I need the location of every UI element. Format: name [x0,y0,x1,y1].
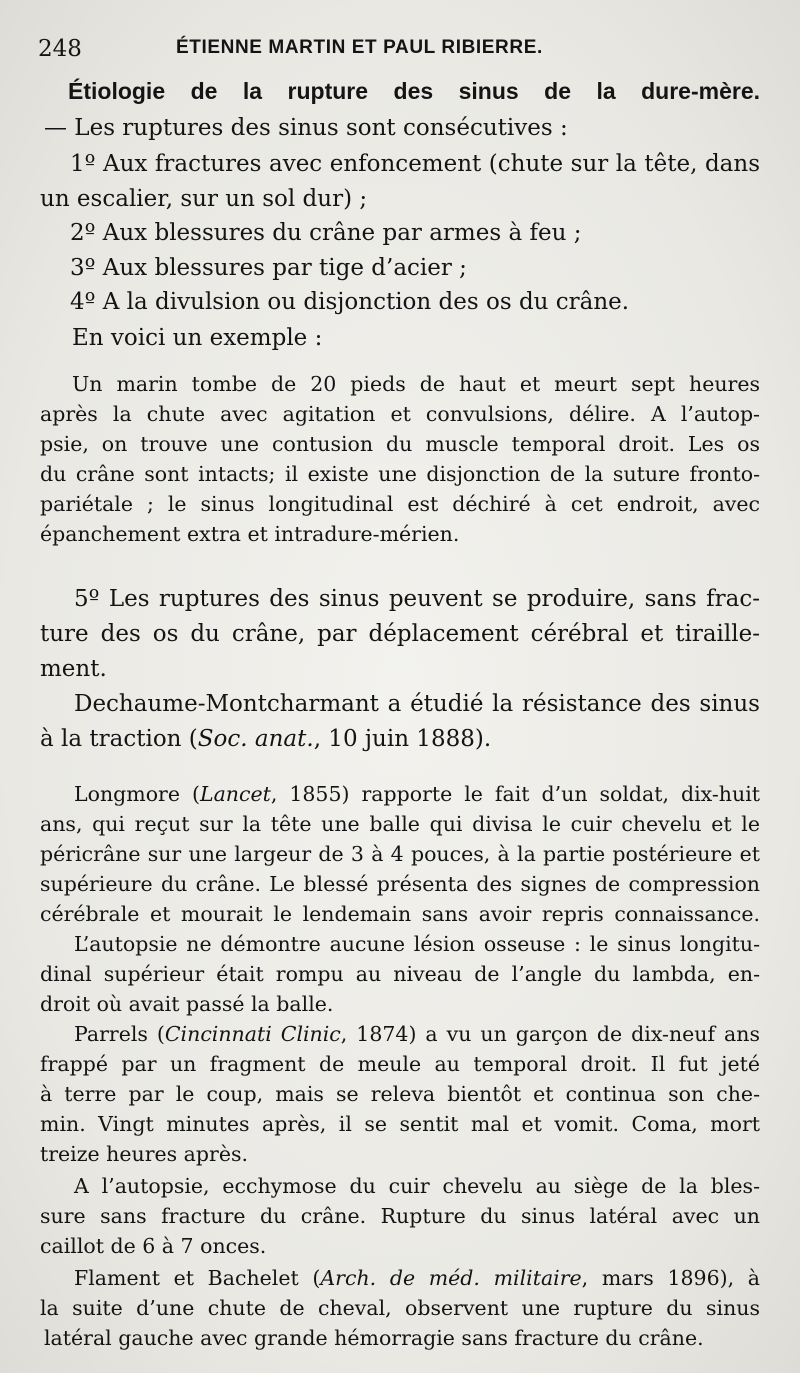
text-fragment: , 1874) a vu un garçon de dix-neuf ans [340,1022,760,1046]
text-line: 5º Les ruptures des sinus peuvent se produire, sans frac- [74,586,760,612]
text-line: ment. [40,656,107,682]
text-fragment: Parrels ( [74,1022,165,1046]
text-line: caillot de 6 à 7 onces. [40,1234,267,1258]
text-line: Un marin tombe de 20 pieds de haut et meurt sept heures [72,372,760,396]
text-line: 1º Aux fractures avec enfoncement (chute sur la tête, dans [70,151,760,177]
text-fragment: à la traction ( [40,726,198,752]
citation-arch-med-militaire: Arch. de méd. militaire [320,1266,582,1290]
text-line: péricrâne sur une largeur de 3 à 4 pouces, à la partie postérieure et [40,842,760,866]
text-line [40,782,760,814]
text-line: frappé par un fragment de meule au temporal droit. Il fut jeté [40,1052,760,1076]
text-line: psie, on trouve une contusion du muscle temporal droit. Les os [40,432,760,456]
text-line [40,1266,760,1298]
text-fragment: , 1855) rapporte le fait d’un soldat, dix-huit [270,782,760,806]
text-fragment: , 10 juin 1888). [313,726,492,752]
text-line [40,726,760,758]
citation-cincinnati-clinic: Cincinnati Clinic [164,1022,341,1046]
text-line [40,1022,760,1054]
citation-lancet: Lancet [199,782,271,806]
section-heading [40,78,760,110]
text-line: 3º Aux blessures par tige d’acier ; [70,255,467,281]
text-line: En voici un exemple : [72,325,323,351]
text-line: du crâne sont intacts; il existe une disjonction de la suture fronto- [40,462,760,486]
text-line: treize heures après. [40,1142,248,1166]
running-head: ÉTIENNE MARTIN ET PAUL RIBIERRE. [176,37,543,58]
text-line: supérieure du crâne. Le blessé présenta des signes de compression [40,872,760,896]
text-fragment: , mars 1896), à [581,1266,761,1290]
text-line: après la chute avec agitation et convulsions, délire. A l’autop- [40,402,760,426]
text-line: 4º A la divulsion ou disjonction des os du crâne. [70,289,630,315]
text-line: dinal supérieur était rompu au niveau de l’angle du lambda, en- [40,962,760,986]
page-number: 248 [38,36,82,62]
text-line: un escalier, sur un sol dur) ; [40,186,368,212]
text-line: pariétale ; le sinus longitudinal est déchiré à cet endroit, avec [40,492,760,516]
text-line: droit où avait passé la balle. [40,992,334,1016]
section-title: Étiologie de la rupture des sinus de la dure-mère. [68,78,760,104]
text-line: la suite d’une chute de cheval, observent une rupture du sinus [40,1296,760,1320]
text-line: cérébrale et mourait le lendemain sans avoir repris connaissance. [40,902,760,926]
text-fragment: Flament et Bachelet ( [74,1266,321,1290]
text-line: 2º Aux blessures du crâne par armes à feu ; [70,220,582,246]
text-line: Dechaume-Montcharmant a étudié la résistance des sinus [74,691,760,717]
text-line: épanchement extra et intradure-mérien. [40,522,460,546]
text-line: ture des os du crâne, par déplacement cérébral et tiraille- [40,621,760,647]
text-fragment: Longmore ( [74,782,200,806]
citation-soc-anat: Soc. anat. [197,726,314,752]
text-line: sure sans fracture du crâne. Rupture du sinus latéral avec un [40,1204,760,1228]
text-line: ans, qui reçut sur la tête une balle qui divisa le cuir chevelu et le [40,812,760,836]
text-line: L’autopsie ne démontre aucune lésion osseuse : le sinus longitu- [74,932,760,956]
text-line: latéral gauche avec grande hémorragie sans fracture du crâne. [44,1326,704,1350]
text-line: à terre par le coup, mais se releva bientôt et continua son che- [40,1082,760,1106]
page-header [38,36,778,66]
text-line: min. Vingt minutes après, il se sentit mal et vomit. Coma, mort [40,1112,760,1136]
text-line: — Les ruptures des sinus sont consécutives : [44,115,568,141]
text-line: A l’autopsie, ecchymose du cuir chevelu au siège de la bles- [74,1174,760,1198]
